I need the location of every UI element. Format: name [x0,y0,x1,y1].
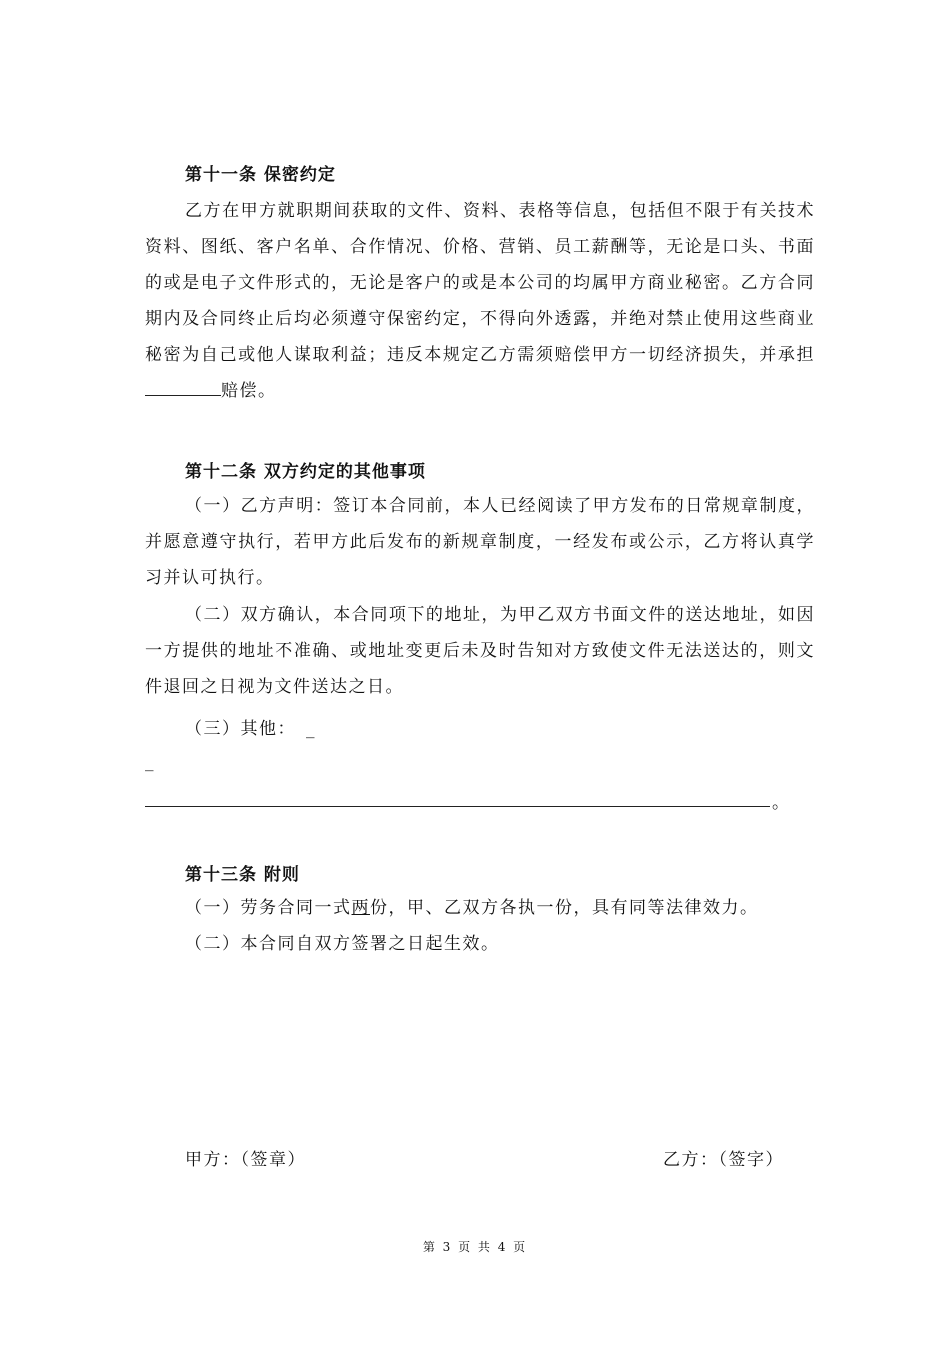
article-12-item-2-text: （二）双方确认，本合同项下的地址，为甲乙双方书面文件的送达地址，如因一方提供的地址不准确、或地址变更后未及时告知对方致使文件无法送达的，则文件退回之日视为文件送达之日。 [145,605,815,697]
party-a-signature: 甲方：（签章） [185,1150,306,1170]
article-13-title: 第十三条 附则 [185,865,300,885]
other-blank-mark: _ [306,719,316,739]
copies-count: 两 [351,898,370,918]
article-11-end: 赔偿。 [221,381,277,401]
page-number: 第 3 页 共 4 页 [422,1240,528,1254]
article-12-item-1 [145,488,815,596]
article-13-item-1-pre: （一）劳务合同一式 [185,898,352,918]
article-11-body [145,193,815,409]
other-blank-end: 。 [772,793,791,813]
article-13-item-1 [185,893,759,918]
other-blank-mark-2: _ [145,752,155,772]
article-11-text: 乙方在甲方就职期间获取的文件、资料、表格等信息，包括但不限于有关技术资料、图纸、客户名单、合作情况、价格、营销、员工薪酬等，无论是口头、书面的或是电子文件形式的，无论是客户的或是本公司的均属甲方商业秘密。乙方合同期内及合同终止后均必须遵守保密约定，不得向外透露，并绝对禁止使用这些商业秘密为自己或他人谋取利益；违反本规定乙方需须赔偿甲方一切经济损失，并承担 [145,201,815,365]
article-13-item-2: （二）本合同自双方签署之日起生效。 [185,934,500,954]
article-13-item-1-post: 份，甲、乙双方各执一份，具有同等法律效力。 [370,898,759,918]
compensation-blank [145,380,221,396]
article-12-title: 第十二条 双方约定的其他事项 [185,462,426,482]
article-12-item-2 [145,597,815,705]
other-blank-line [145,806,770,807]
article-12-item-3 [185,714,316,739]
party-b-signature: 乙方：（签字） [663,1150,784,1170]
article-12-item-3-label: （三）其他： [185,719,296,739]
article-11-title: 第十一条 保密约定 [185,165,336,185]
article-12-item-1-text: （一）乙方声明：签订本合同前，本人已经阅读了甲方发布的日常规章制度，并愿意遵守执行，若甲方此后发布的新规章制度，一经发布或公示，乙方将认真学习并认可执行。 [145,496,815,588]
